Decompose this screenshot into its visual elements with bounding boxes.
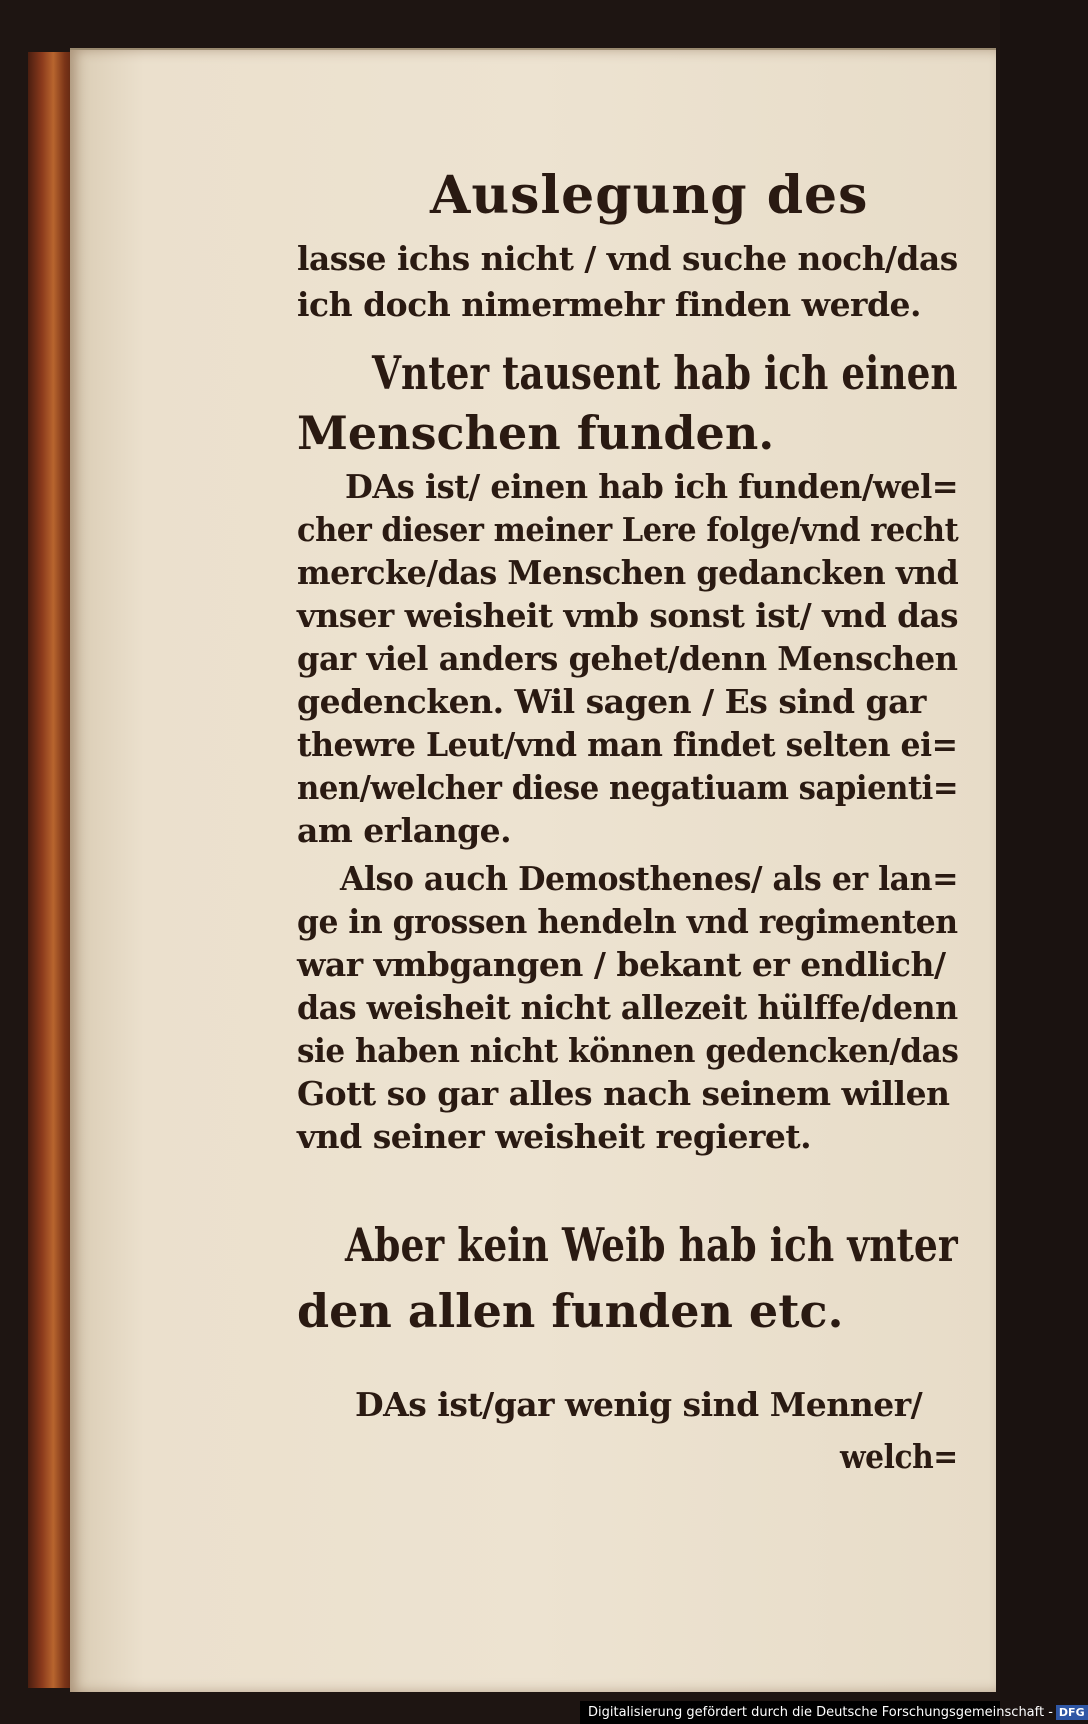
text-line: war vmbgangen / bekant er endlich/ xyxy=(297,945,946,984)
section-heading-line: den allen funden etc. xyxy=(297,1284,844,1338)
text-line: thewre Leut/vnd man findet selten ei= xyxy=(297,725,958,764)
book-spine-edge xyxy=(28,52,74,1688)
text-line: lasse ichs nicht / vnd suche noch/das xyxy=(297,239,958,278)
text-line: vnd seiner weisheit regieret. xyxy=(297,1117,812,1156)
section-heading-line: Vnter tausent hab ich einen xyxy=(372,346,958,400)
text-line: ge in grossen hendeln vnd regimenten xyxy=(297,902,958,941)
text-line: nen/welcher diese negatiuam sapienti= xyxy=(297,768,959,807)
text-line: mercke/das Menschen gedancken vnd xyxy=(297,553,959,592)
dfg-logo-badge: DFG xyxy=(1056,1705,1088,1720)
running-head: Auslegung des xyxy=(430,165,869,226)
text-line: sie haben nicht können gedencken/das xyxy=(297,1031,959,1070)
section-heading-line: Menschen funden. xyxy=(297,406,775,460)
text-line: Gott so gar alles nach seinem willen xyxy=(297,1074,950,1113)
text-line: am erlange. xyxy=(297,811,512,850)
catchword: welch= xyxy=(840,1437,958,1476)
digitization-credit-bar xyxy=(580,1701,1085,1724)
credit-text: Digitalisierung gefördert durch die Deutsche Forschungsgemeinschaft - xyxy=(588,1705,1053,1720)
text-line: Also auch Demosthenes/ als er lan= xyxy=(340,859,959,898)
text-line: DAs ist/gar wenig sind Menner/ xyxy=(355,1385,923,1424)
text-line: DAs ist/ einen hab ich funden/wel= xyxy=(345,467,959,506)
section-heading-line: Aber kein Weib hab ich vnter xyxy=(345,1218,958,1272)
text-line: ich doch nimermehr finden werde. xyxy=(297,285,922,324)
text-line: vnser weisheit vmb sonst ist/ vnd das xyxy=(297,596,959,635)
text-line: das weisheit nicht allezeit hülffe/denn xyxy=(297,988,958,1027)
text-line: cher dieser meiner Lere folge/vnd recht xyxy=(297,510,959,549)
text-line: gar viel anders gehet/denn Menschen xyxy=(297,639,958,678)
text-line: gedencken. Wil sagen / Es sind gar xyxy=(297,682,926,721)
